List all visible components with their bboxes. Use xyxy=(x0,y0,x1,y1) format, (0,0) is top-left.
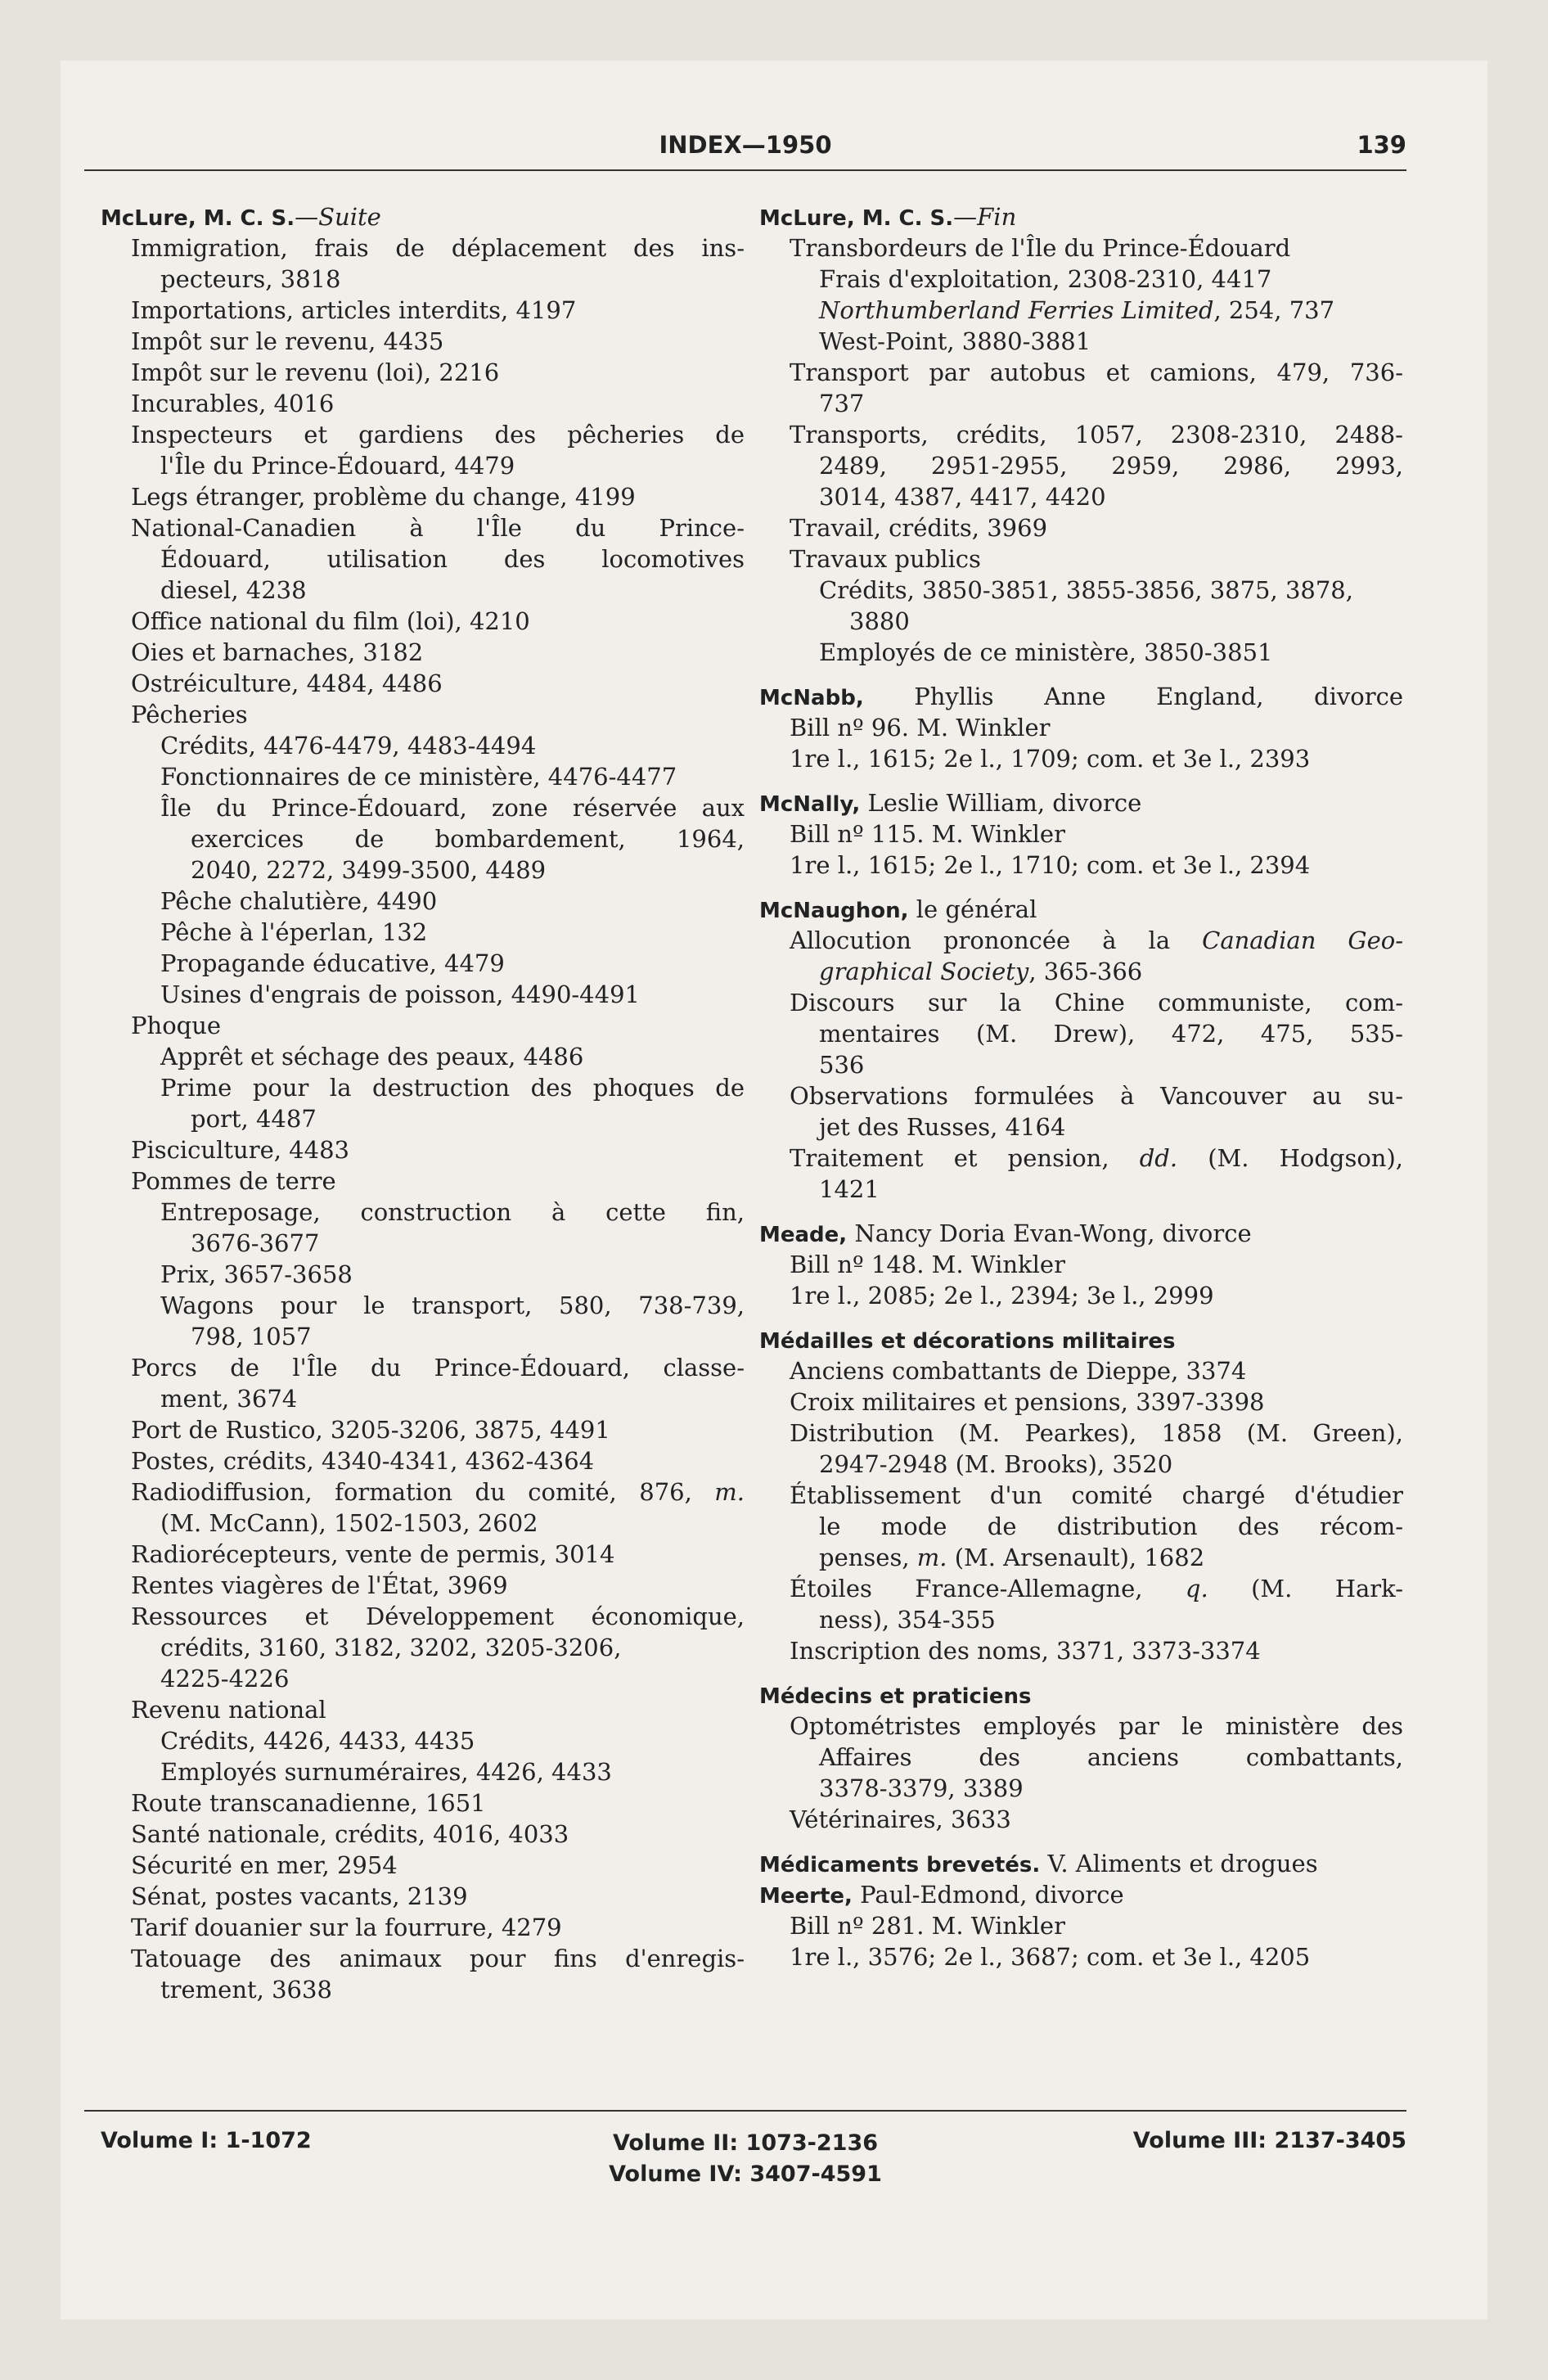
index-subentry xyxy=(101,295,745,326)
entry-text: McLure, M. C. S. xyxy=(759,206,954,231)
index-subentry xyxy=(101,1072,745,1103)
entry-text: Crédits, 3850-3851, 3855-3856, 3875, 3878, xyxy=(819,576,1353,604)
index-heading xyxy=(759,1879,1403,1910)
entry-text: pecteurs, 3818 xyxy=(160,265,341,293)
entry-text: q. xyxy=(1185,1575,1208,1602)
entry-text: 4225-4226 xyxy=(160,1665,290,1693)
index-subentry xyxy=(759,1355,1403,1386)
entry-text: m. xyxy=(714,1478,745,1506)
entry-text: Phoque xyxy=(131,1012,222,1039)
entry-text: Oies et barnaches, 3182 xyxy=(131,638,424,666)
index-subentry xyxy=(759,712,1403,743)
entry-text: McNaughon, xyxy=(759,899,909,923)
entry-text: mentaires (M. Drew), 472, 475, 535- xyxy=(819,1020,1403,1048)
entry-text: Transbordeurs de l'Île du Prince-Édouard xyxy=(790,234,1291,262)
entry-text: Inscription des noms, 3371, 3373-3374 xyxy=(790,1637,1261,1665)
entry-text: Distribution (M. Pearkes), 1858 (M. Green), xyxy=(790,1419,1403,1447)
index-subentry xyxy=(759,606,1403,637)
volume-2-range: Volume II: 1073-2136 xyxy=(612,2130,879,2156)
index-heading xyxy=(759,1848,1403,1879)
page-number: 139 xyxy=(1357,131,1406,159)
index-subentry xyxy=(759,450,1403,481)
entry-text: Wagons pour le transport, 580, 738-739, xyxy=(160,1291,745,1319)
index-subentry xyxy=(101,1414,745,1445)
index-subentry xyxy=(101,1943,745,1974)
index-subentry xyxy=(759,1573,1403,1604)
entry-spacer xyxy=(759,1205,1403,1218)
entry-text: Tatouage des animaux pour fins d'enregis- xyxy=(131,1945,745,1972)
entry-text: Santé nationale, crédits, 4016, 4033 xyxy=(131,1820,569,1848)
volume-1-range: Volume I: 1-1072 xyxy=(101,2128,312,2153)
index-subentry xyxy=(101,1632,745,1663)
entry-text: Médicaments brevetés. xyxy=(759,1853,1041,1877)
entry-text: Entreposage, construction à cette fin, xyxy=(160,1198,745,1226)
entry-text: Inspecteurs et gardiens des pêcheries de xyxy=(131,421,745,449)
entry-text: Édouard, utilisation des locomotives xyxy=(160,545,745,573)
index-subentry xyxy=(101,1041,745,1072)
entry-text: Pêche chalutière, 4490 xyxy=(160,887,438,915)
entry-text: Bill nº 115. M. Winkler xyxy=(790,820,1065,848)
index-subentry xyxy=(759,1511,1403,1542)
index-subentry xyxy=(759,1480,1403,1511)
entry-text: Fonctionnaires de ce ministère, 4476-4477 xyxy=(160,763,677,791)
entry-text: Employés surnuméraires, 4426, 4433 xyxy=(160,1758,612,1786)
index-subentry xyxy=(759,1635,1403,1666)
entry-text: 3378-3379, 3389 xyxy=(819,1774,1024,1802)
entry-text: — xyxy=(295,203,319,231)
entry-text: Optométristes employés par le ministère des xyxy=(790,1712,1403,1740)
volume-4-range: Volume IV: 3407-4591 xyxy=(609,2161,882,2187)
entry-text: , 365-366 xyxy=(1028,958,1143,985)
index-subentry xyxy=(101,823,745,854)
index-subentry xyxy=(759,326,1403,357)
entry-text: Sénat, postes vacants, 2139 xyxy=(131,1882,468,1910)
entry-text: Bill nº 96. M. Winkler xyxy=(790,714,1051,741)
entry-text: Usines d'engrais de poisson, 4490-4491 xyxy=(160,980,640,1008)
index-subentry xyxy=(759,1111,1403,1143)
index-subentry xyxy=(101,419,745,450)
entry-text: Crédits, 4426, 4433, 4435 xyxy=(160,1727,475,1755)
entry-text: Importations, articles interdits, 4197 xyxy=(131,296,577,324)
entry-text: (M. McCann), 1502-1503, 2602 xyxy=(160,1509,538,1537)
entry-text: Legs étranger, problème du change, 4199 xyxy=(131,483,636,511)
index-subentry xyxy=(759,743,1403,774)
index-subentry xyxy=(101,1228,745,1259)
entry-text: Transports, crédits, 1057, 2308-2310, 2488- xyxy=(790,421,1403,449)
index-subentry xyxy=(101,512,745,543)
entry-text: Pisciculture, 4483 xyxy=(131,1136,349,1164)
entry-text: 737 xyxy=(819,390,865,417)
entry-text: National-Canadien à l'Île du Prince- xyxy=(131,514,745,542)
entry-text: penses, xyxy=(819,1544,917,1571)
index-subentry xyxy=(101,917,745,948)
entry-text: V. Aliments et drogues xyxy=(1040,1850,1318,1877)
entry-text: Pêche à l'éperlan, 132 xyxy=(160,918,428,946)
entry-text: Office national du film (loi), 4210 xyxy=(131,607,530,635)
index-subentry xyxy=(759,1049,1403,1080)
index-subentry xyxy=(101,326,745,357)
entry-text: Port de Rustico, 3205-3206, 3875, 4491 xyxy=(131,1416,610,1444)
index-heading xyxy=(759,201,1403,232)
index-subentry xyxy=(101,948,745,979)
entry-text: Discours sur la Chine communiste, com- xyxy=(790,989,1403,1016)
entry-text: 536 xyxy=(819,1051,865,1079)
index-subentry xyxy=(759,1604,1403,1635)
entry-text: Revenu national xyxy=(131,1696,326,1724)
entry-text: Tarif douanier sur la fourrure, 4279 xyxy=(131,1913,562,1941)
index-subentry xyxy=(101,1010,745,1041)
index-subentry xyxy=(759,1018,1403,1049)
index-subentry xyxy=(759,1773,1403,1804)
volume-3-range: Volume III: 2137-3405 xyxy=(1132,2128,1406,2153)
entry-text: McNally, xyxy=(759,792,861,817)
index-subentry xyxy=(101,1881,745,1912)
entry-text: jet des Russes, 4164 xyxy=(819,1113,1066,1141)
entry-spacer xyxy=(759,668,1403,681)
entry-text: — xyxy=(953,203,978,231)
entry-text: Croix militaires et pensions, 3397-3398 xyxy=(790,1388,1265,1416)
entry-text: Radiorécepteurs, vente de permis, 3014 xyxy=(131,1540,615,1568)
entry-text: Crédits, 4476-4479, 4483-4494 xyxy=(160,732,537,760)
index-subentry xyxy=(759,1174,1403,1205)
entry-text: Établissement d'un comité chargé d'étudier xyxy=(790,1481,1403,1509)
index-subentry xyxy=(759,1910,1403,1941)
entry-text: Impôt sur le revenu, 4435 xyxy=(131,327,444,355)
index-subentry xyxy=(759,850,1403,881)
index-subentry xyxy=(759,1280,1403,1311)
entry-text: 2947-2948 (M. Brooks), 3520 xyxy=(819,1450,1173,1478)
index-heading xyxy=(101,201,745,232)
entry-text: Anciens combattants de Dieppe, 3374 xyxy=(790,1357,1247,1385)
entry-text: Traitement et pension, xyxy=(790,1144,1140,1172)
index-subentry xyxy=(101,637,745,668)
entry-text: Immigration, frais de déplacement des ins- xyxy=(131,234,745,262)
index-subentry xyxy=(759,419,1403,450)
entry-text: Suite xyxy=(318,203,381,231)
entry-text: m. xyxy=(916,1544,947,1571)
index-subentry xyxy=(101,1321,745,1352)
index-subentry xyxy=(759,1143,1403,1174)
entry-text: McNabb, xyxy=(759,686,864,710)
entry-text: West-Point, 3880-3881 xyxy=(819,327,1091,355)
index-subentry xyxy=(759,1449,1403,1480)
entry-text: 1421 xyxy=(819,1175,880,1203)
entry-text: Sécurité en mer, 2954 xyxy=(131,1851,398,1879)
entry-text: Meade, xyxy=(759,1223,848,1247)
index-subentry xyxy=(759,264,1403,295)
entry-text: Bill nº 281. M. Winkler xyxy=(790,1912,1065,1940)
index-subentry xyxy=(101,1725,745,1756)
entry-text: le général xyxy=(908,895,1037,923)
index-heading xyxy=(759,894,1403,925)
index-subentry xyxy=(101,1445,745,1476)
entry-text: Travail, crédits, 3969 xyxy=(790,514,1048,542)
entry-text: Prime pour la destruction des phoques de xyxy=(160,1074,745,1102)
entry-text: port, 4487 xyxy=(191,1105,317,1133)
entry-text: 1re l., 1615; 2e l., 1710; com. et 3e l., 2394 xyxy=(790,851,1311,879)
index-column-left xyxy=(101,201,745,2005)
index-subentry xyxy=(101,357,745,388)
entry-text: Paul-Edmond, divorce xyxy=(852,1881,1124,1909)
entry-text: Île du Prince-Édouard, zone réservée aux xyxy=(160,794,745,822)
index-subentry xyxy=(101,606,745,637)
index-subentry xyxy=(101,1165,745,1197)
index-subentry xyxy=(759,925,1403,956)
index-subentry xyxy=(759,1080,1403,1111)
index-subentry xyxy=(101,1103,745,1134)
index-subentry xyxy=(101,854,745,886)
index-subentry xyxy=(101,450,745,481)
entry-text: (M. Hodgson), xyxy=(1177,1144,1404,1172)
index-subentry xyxy=(759,512,1403,543)
entry-text: Northumberland Ferries Limited xyxy=(819,296,1214,324)
entry-text: Meerte, xyxy=(759,1884,853,1909)
entry-text: Leslie William, divorce xyxy=(860,789,1142,817)
index-subentry xyxy=(101,1850,745,1881)
entry-text: Nancy Doria Evan-Wong, divorce xyxy=(847,1219,1252,1247)
entry-spacer xyxy=(759,1666,1403,1679)
entry-text: Impôt sur le revenu (loi), 2216 xyxy=(131,358,500,386)
entry-text: Allocution prononcée à la xyxy=(790,926,1203,954)
index-heading xyxy=(759,1218,1403,1249)
index-subentry xyxy=(759,818,1403,850)
index-subentry xyxy=(101,1259,745,1290)
header-rule xyxy=(84,169,1406,171)
entry-text: (M. Hark- xyxy=(1208,1575,1403,1602)
entry-spacer xyxy=(759,1835,1403,1848)
entry-text: , 254, 737 xyxy=(1213,296,1335,324)
entry-text: Pêcheries xyxy=(131,701,248,728)
index-subentry xyxy=(759,232,1403,264)
index-subentry xyxy=(101,979,745,1010)
entry-text: Frais d'exploitation, 2308-2310, 4417 xyxy=(819,265,1272,293)
entry-text: Bill nº 148. M. Winkler xyxy=(790,1251,1065,1278)
entry-text: Pommes de terre xyxy=(131,1167,336,1195)
index-subentry xyxy=(101,792,745,823)
index-subentry xyxy=(759,1386,1403,1418)
index-subentry xyxy=(101,1663,745,1694)
index-subentry xyxy=(101,761,745,792)
index-subentry xyxy=(759,1941,1403,1972)
entry-text: Incurables, 4016 xyxy=(131,390,335,417)
entry-text: 1re l., 2085; 2e l., 2394; 3e l., 2999 xyxy=(790,1282,1214,1309)
entry-text: Postes, crédits, 4340-4341, 4362-4364 xyxy=(131,1447,595,1475)
index-subentry xyxy=(759,1418,1403,1449)
entry-text: 3676-3677 xyxy=(191,1229,320,1257)
index-subentry xyxy=(759,543,1403,575)
entry-text: ness), 354-355 xyxy=(819,1606,996,1634)
entry-text: Observations formulées à Vancouver au su- xyxy=(790,1082,1403,1110)
entry-text: Ressources et Développement économique, xyxy=(131,1602,745,1630)
entry-text: Propagande éducative, 4479 xyxy=(160,949,505,977)
index-subentry xyxy=(759,1249,1403,1280)
index-subentry xyxy=(101,1694,745,1725)
index-subentry xyxy=(759,1742,1403,1773)
entry-text: 1re l., 1615; 2e l., 1709; com. et 3e l., 2393 xyxy=(790,745,1311,773)
entry-text: 2040, 2272, 3499-3500, 4489 xyxy=(191,856,547,884)
index-subentry xyxy=(759,388,1403,419)
index-subentry xyxy=(759,357,1403,388)
entry-text: Phyllis Anne England, divorce xyxy=(863,683,1403,710)
entry-text: Vétérinaires, 3633 xyxy=(790,1805,1011,1833)
index-column-right xyxy=(759,201,1403,1972)
entry-text: exercices de bombardement, 1964, xyxy=(191,825,745,853)
index-heading xyxy=(759,681,1403,712)
entry-text: 3014, 4387, 4417, 4420 xyxy=(819,483,1106,511)
entry-text: Ostréiculture, 4484, 4486 xyxy=(131,669,443,697)
index-subentry xyxy=(759,295,1403,326)
entry-text: graphical Society xyxy=(819,958,1029,985)
index-subentry xyxy=(759,637,1403,668)
index-subentry xyxy=(101,886,745,917)
entry-text: 3880 xyxy=(849,607,910,635)
index-subentry xyxy=(759,575,1403,606)
index-subentry xyxy=(759,1711,1403,1742)
index-subentry xyxy=(101,1912,745,1943)
index-subentry xyxy=(101,699,745,730)
index-subentry xyxy=(101,1197,745,1228)
index-subentry xyxy=(101,1508,745,1539)
index-subentry xyxy=(101,1819,745,1850)
index-subentry xyxy=(101,1352,745,1383)
index-subentry xyxy=(101,1787,745,1819)
entry-text: ment, 3674 xyxy=(160,1385,298,1413)
index-subentry xyxy=(101,668,745,699)
index-subentry xyxy=(101,1134,745,1165)
entry-text: crédits, 3160, 3182, 3202, 3205-3206, xyxy=(160,1634,622,1661)
index-subentry xyxy=(101,232,745,264)
entry-text: Médailles et décorations militaires xyxy=(759,1329,1176,1354)
entry-text: (M. Arsenault), 1682 xyxy=(947,1544,1205,1571)
index-subentry xyxy=(759,956,1403,987)
entry-text: Fin xyxy=(977,203,1017,231)
entry-text: Prix, 3657-3658 xyxy=(160,1260,353,1288)
index-subentry xyxy=(101,1383,745,1414)
entry-text: McLure, M. C. S. xyxy=(101,206,295,231)
entry-text: 798, 1057 xyxy=(191,1323,312,1350)
entry-spacer xyxy=(759,1311,1403,1324)
entry-text: Transport par autobus et camions, 479, 736- xyxy=(790,358,1403,386)
entry-text: l'Île du Prince-Édouard, 4479 xyxy=(160,452,515,480)
index-subentry xyxy=(101,264,745,295)
index-subentry xyxy=(101,1476,745,1508)
entry-text: 1re l., 3576; 2e l., 3687; com. et 3e l., 4205 xyxy=(790,1943,1311,1971)
entry-text: Employés de ce ministère, 3850-3851 xyxy=(819,638,1273,666)
footer-rule xyxy=(84,2110,1406,2112)
entry-text: le mode de distribution des récom- xyxy=(819,1512,1403,1540)
index-subentry xyxy=(759,481,1403,512)
entry-text: Médecins et praticiens xyxy=(759,1684,1032,1709)
index-subentry xyxy=(101,481,745,512)
entry-text: Affaires des anciens combattants, xyxy=(819,1743,1403,1771)
index-heading xyxy=(759,1324,1403,1355)
entry-spacer xyxy=(759,881,1403,894)
index-heading xyxy=(759,1679,1403,1711)
index-title: INDEX—1950 xyxy=(659,131,832,159)
entry-text: 2489, 2951-2955, 2959, 2986, 2993, xyxy=(819,452,1403,480)
index-subentry xyxy=(759,1804,1403,1835)
index-subentry xyxy=(101,730,745,761)
index-subentry xyxy=(101,1570,745,1601)
index-subentry xyxy=(759,1542,1403,1573)
entry-text: Rentes viagères de l'État, 3969 xyxy=(131,1571,508,1599)
entry-text: Apprêt et séchage des peaux, 4486 xyxy=(160,1043,584,1071)
index-subentry xyxy=(101,388,745,419)
index-subentry xyxy=(101,1539,745,1570)
index-subentry xyxy=(101,575,745,606)
entry-text: Route transcanadienne, 1651 xyxy=(131,1789,486,1817)
index-subentry xyxy=(101,1974,745,2005)
index-heading xyxy=(759,787,1403,818)
entry-text: Porcs de l'Île du Prince-Édouard, classe- xyxy=(131,1354,745,1382)
entry-text: Étoiles France-Allemagne, xyxy=(790,1575,1186,1602)
entry-text: Travaux publics xyxy=(790,545,981,573)
entry-text: diesel, 4238 xyxy=(160,576,307,604)
index-subentry xyxy=(101,1290,745,1321)
entry-spacer xyxy=(759,774,1403,787)
entry-text: dd. xyxy=(1139,1144,1178,1172)
entry-text: trement, 3638 xyxy=(160,1976,332,2004)
index-subentry xyxy=(101,1756,745,1787)
entry-text: Radiodiffusion, formation du comité, 876, xyxy=(131,1478,715,1506)
index-subentry xyxy=(759,987,1403,1018)
index-subentry xyxy=(101,543,745,575)
index-subentry xyxy=(101,1601,745,1632)
page-header xyxy=(84,131,1406,167)
entry-text: Canadian Geo- xyxy=(1202,926,1403,954)
